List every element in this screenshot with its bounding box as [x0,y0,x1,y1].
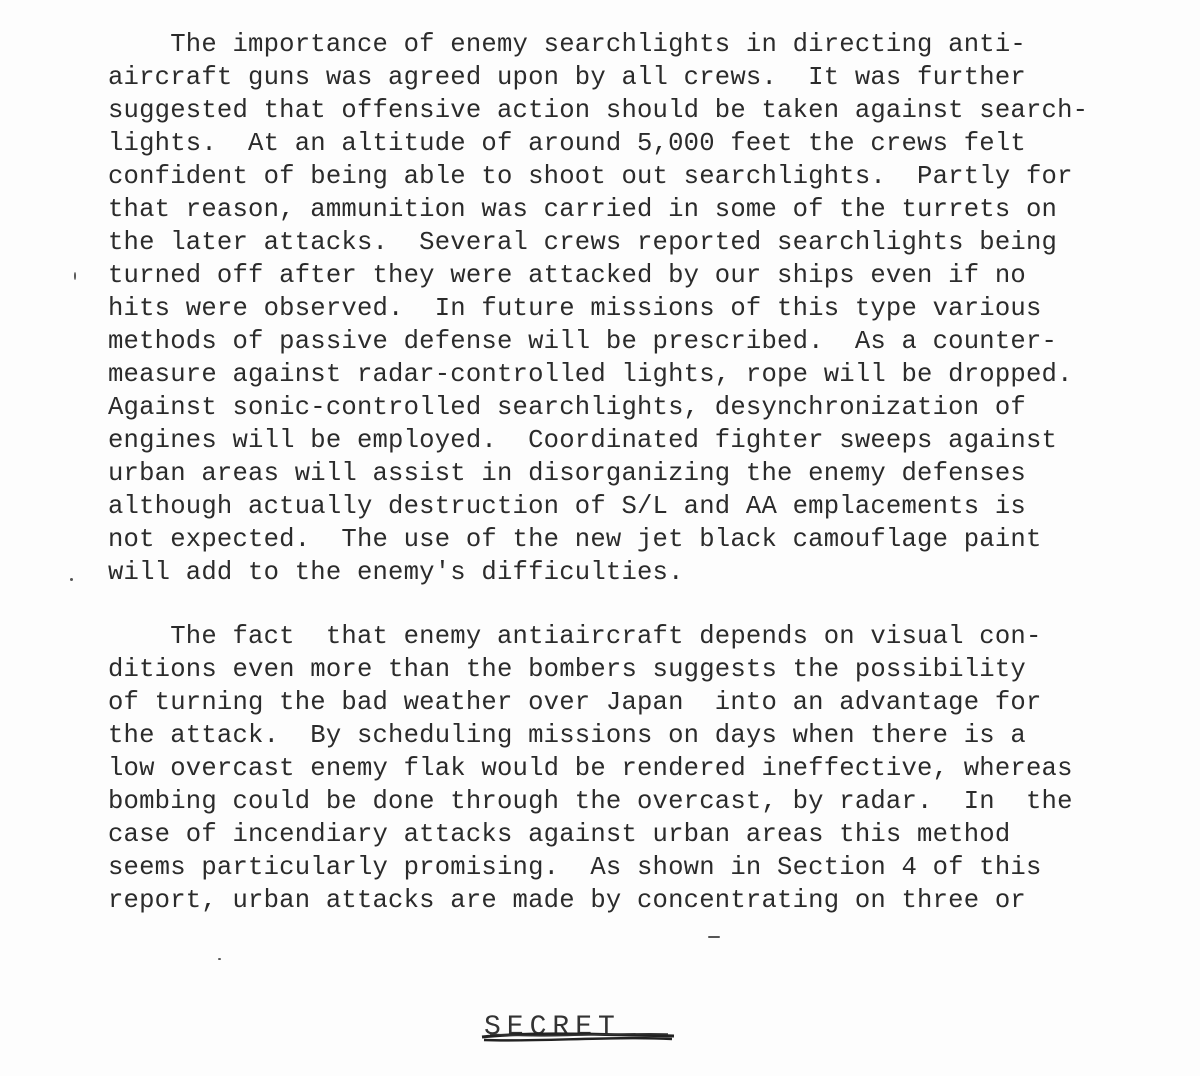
text-line: aircraft guns was agreed upon by all crews. It was further [108,63,1026,92]
text-line: confident of being able to shoot out searchlights. Partly for [108,162,1073,191]
text-line: ditions even more than the bombers suggests the possibility [108,655,1026,684]
paragraph-searchlights [108,28,1168,589]
text-line: bombing could be done through the overcast, by radar. In the [108,787,1073,816]
text-line: measure against radar-controlled lights, rope will be dropped. [108,360,1073,389]
text-line: turned off after they were attacked by our ships even if no [108,261,1026,290]
margin-mark [70,578,73,581]
text-line: the attack. By scheduling missions on days when there is a [108,721,1026,750]
margin-mark [74,272,76,280]
margin-mark [218,958,221,960]
text-line: although actually destruction of S/L and AA emplacements is [108,492,1026,521]
text-line: The importance of enemy searchlights in directing anti- [108,30,1026,59]
stamp-strikethrough [480,1030,676,1044]
margin-mark [708,936,720,938]
text-line: The fact that enemy antiaircraft depends on visual con- [108,622,1042,651]
text-line: hits were observed. In future missions of this type various [108,294,1042,323]
text-line: that reason, ammunition was carried in some of the turrets on [108,195,1058,224]
text-line: case of incendiary attacks against urban areas this method [108,820,1011,849]
text-line: urban areas will assist in disorganizing the enemy defenses [108,459,1026,488]
text-line: seems particularly promising. As shown in Section 4 of this [108,853,1042,882]
text-line: suggested that offensive action should be taken against search- [108,96,1089,125]
text-line: not expected. The use of the new jet black camouflage paint [108,525,1042,554]
text-line: report, urban attacks are made by concentrating on three or [108,886,1026,915]
secret-stamp: SECRET [484,1012,621,1043]
text-line: methods of passive defense will be prescribed. As a counter- [108,327,1058,356]
text-line: will add to the enemy's difficulties. [108,558,684,587]
text-line: low overcast enemy flak would be rendered ineffective, whereas [108,754,1073,783]
text-line: the later attacks. Several crews reported searchlights being [108,228,1058,257]
text-line: engines will be employed. Coordinated fighter sweeps against [108,426,1058,455]
text-line: lights. At an altitude of around 5,000 feet the crews felt [108,129,1026,158]
paragraph-weather [108,620,1168,917]
text-line: of turning the bad weather over Japan into an advantage for [108,688,1042,717]
text-line: Against sonic-controlled searchlights, desynchronization of [108,393,1026,422]
